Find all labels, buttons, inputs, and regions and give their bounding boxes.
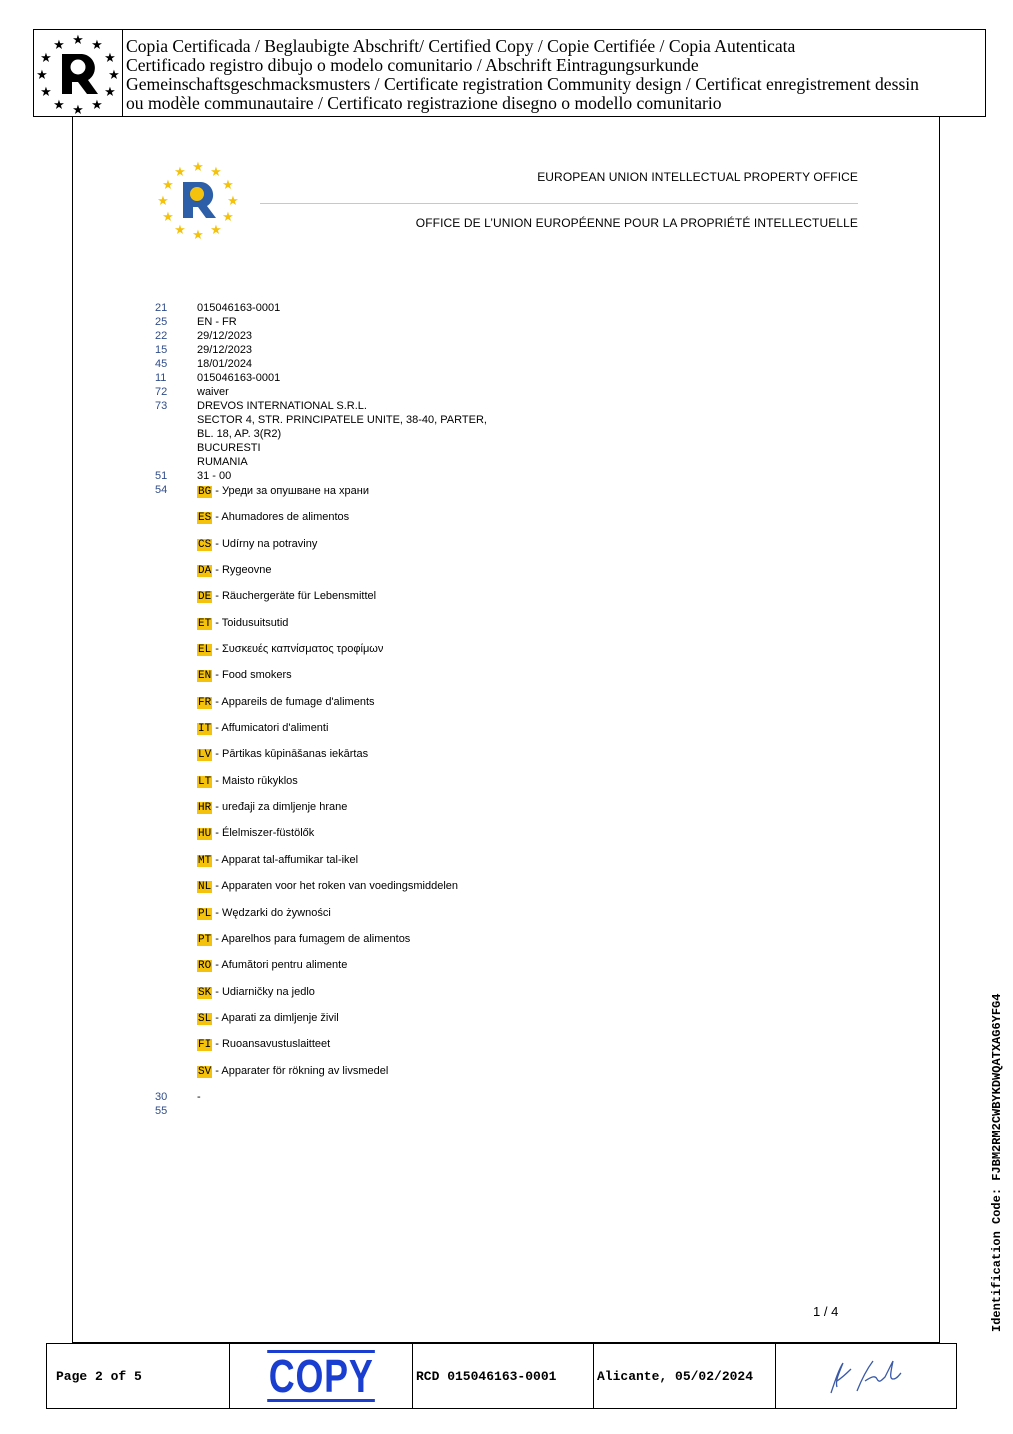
- svg-text:★: ★: [108, 67, 120, 82]
- language-tag: DA: [198, 565, 212, 578]
- svg-text:★: ★: [91, 37, 103, 52]
- svg-text:★: ★: [192, 159, 204, 174]
- inid-code: 51: [155, 470, 168, 482]
- svg-text:★: ★: [210, 222, 222, 237]
- product-indication-text: - uređaji za dimljenje hrane: [212, 801, 348, 814]
- product-indication-fr: [197, 695, 458, 721]
- language-tag: MT: [198, 854, 212, 867]
- product-indication-sl: [197, 1011, 458, 1037]
- product-indication-cs: [197, 537, 458, 563]
- product-indication-ro: [197, 958, 458, 984]
- signature-image: [821, 1351, 911, 1401]
- svg-text:★: ★: [53, 37, 65, 52]
- inid-fields: [155, 301, 487, 497]
- inid-fields-tail: [155, 1090, 201, 1118]
- product-indication-text: - Aparati za dimljenje živil: [212, 1011, 339, 1024]
- copy-stamp: COPY: [268, 1350, 374, 1402]
- svg-text:★: ★: [36, 67, 48, 82]
- product-indication-pt: [197, 932, 458, 958]
- field-value: 015046163-0001: [197, 372, 281, 384]
- inid-code: 21: [155, 302, 168, 314]
- language-tag: FR: [198, 696, 212, 709]
- page-of-pages: Page 2 of 5: [47, 1344, 230, 1408]
- holder-address-line: SECTOR 4, STR. PRINCIPATELE UNITE, 38-40, PARTER,: [197, 414, 487, 426]
- product-indication-text: - Rygeovne: [212, 564, 272, 577]
- field-row: [155, 343, 487, 357]
- language-tag: NL: [198, 881, 212, 894]
- svg-text:★: ★: [40, 84, 52, 99]
- svg-text:★: ★: [227, 193, 239, 208]
- field-row-holder: [155, 399, 487, 469]
- product-indication-text: - Apparaten voor het roken van voedingsmiddelen: [212, 880, 459, 893]
- product-indication-text: - Afumători pentru alimente: [212, 959, 348, 972]
- holder-address-line: BUCURESTI: [197, 442, 261, 454]
- svg-text:★: ★: [174, 222, 186, 237]
- field-value: EN - FR: [197, 316, 237, 328]
- svg-text:★: ★: [53, 97, 65, 112]
- inid-code: 55: [155, 1105, 168, 1117]
- language-tag: HR: [198, 802, 212, 815]
- svg-text:★: ★: [192, 227, 204, 242]
- product-indication-it: [197, 721, 458, 747]
- product-indication-el: [197, 642, 458, 668]
- office-name-en: EUROPEAN UNION INTELLECTUAL PROPERTY OFFICE: [537, 170, 858, 184]
- identification-code: Identification Code: FJBM2RM2CWBYKDWQATXAG6YFG4: [990, 993, 1004, 1332]
- inid-code: 45: [155, 358, 168, 370]
- svg-text:★: ★: [72, 102, 84, 116]
- product-indication-text: - Pārtikas kūpināšanas iekārtas: [212, 748, 369, 761]
- product-indication-es: [197, 510, 458, 536]
- signature-cell: [776, 1344, 956, 1408]
- language-tag: LV: [198, 749, 212, 762]
- product-indication-text: - Toidusuitsutid: [212, 616, 289, 629]
- svg-text:★: ★: [174, 164, 186, 179]
- product-indication-sv: [197, 1064, 458, 1090]
- product-indication-et: [197, 616, 458, 642]
- product-indication-text: - Ahumadores de alimentos: [212, 511, 350, 524]
- product-indication-list: [197, 484, 458, 1090]
- svg-text:★: ★: [40, 50, 52, 65]
- language-tag: EL: [198, 644, 212, 657]
- product-indication-text: - Συσκευές καπνίσματος τροφίμων: [212, 643, 384, 656]
- product-indication-text: - Udiarničky na jedlo: [212, 985, 315, 998]
- holder-address-line: BL. 18, AP. 3(R2): [197, 428, 282, 440]
- inid-code: 11: [155, 372, 167, 384]
- inid-code: 22: [155, 330, 168, 342]
- field-row: [155, 357, 487, 371]
- product-indication-text: - Food smokers: [212, 669, 292, 682]
- product-indication-sk: [197, 985, 458, 1011]
- field-value: 015046163-0001: [197, 302, 281, 314]
- rcd-number: RCD 015046163-0001: [413, 1344, 594, 1408]
- product-indication-text: - Apparat tal-affumikar tal-ikel: [212, 853, 359, 866]
- language-tag: PL: [198, 907, 212, 920]
- field-value: 18/01/2024: [197, 358, 253, 370]
- product-indication-hr: [197, 800, 458, 826]
- language-tag: HU: [198, 828, 212, 841]
- product-indication-text: - Maisto rūkyklos: [212, 774, 298, 787]
- inid-code: 73: [155, 400, 168, 412]
- language-tag: CS: [198, 538, 212, 551]
- document-page: [72, 117, 940, 1343]
- header-line: Certificado registro dibujo o modelo comunitario / Abschrift Eintragungsurkunde: [126, 55, 699, 75]
- language-tag: PT: [198, 933, 212, 946]
- field-row: [155, 301, 487, 315]
- product-indication-text: - Appareils de fumage d'aliments: [212, 695, 375, 708]
- product-indication-en: [197, 668, 458, 694]
- product-indication-lv: [197, 747, 458, 773]
- field-row: [155, 371, 487, 385]
- certified-copy-title: [123, 30, 919, 116]
- copy-stamp-cell: [230, 1344, 413, 1408]
- holder-address-line: RUMANIA: [197, 456, 248, 468]
- holder-name: DREVOS INTERNATIONAL S.R.L.: [197, 400, 367, 412]
- svg-text:★: ★: [222, 177, 234, 192]
- svg-text:★: ★: [162, 209, 174, 224]
- certified-copy-header: [33, 29, 986, 117]
- product-indication-fi: [197, 1037, 458, 1063]
- product-indication-text: - Ruoansavustuslaitteet: [212, 1038, 331, 1051]
- language-tag: FI: [198, 1039, 212, 1052]
- language-tag: DE: [198, 591, 212, 604]
- field-row: [155, 329, 487, 343]
- divider: [260, 203, 858, 204]
- product-indication-text: - Élelmiszer-füstölők: [212, 827, 315, 840]
- language-tag: SV: [198, 1065, 212, 1078]
- product-indication-text: - Udírny na potraviny: [212, 537, 318, 550]
- place-date: Alicante, 05/02/2024: [594, 1344, 776, 1408]
- svg-text:★: ★: [72, 32, 84, 47]
- field-row: [155, 469, 487, 483]
- product-indication-pl: [197, 906, 458, 932]
- language-tag: EN: [198, 670, 212, 683]
- inid-code: 72: [155, 386, 168, 398]
- product-indication-text: - Affumicatori d'alimenti: [212, 722, 329, 735]
- product-indication-mt: [197, 853, 458, 879]
- field-row: [155, 1090, 201, 1104]
- svg-text:★: ★: [157, 193, 169, 208]
- inid-code: 30: [155, 1091, 168, 1103]
- header-line: ou modèle communautaire / Certificato registrazione disegno o modello comunitario: [126, 93, 722, 113]
- page-counter: 1 / 4: [813, 1304, 839, 1319]
- language-tag: SK: [198, 986, 212, 999]
- product-indication-text: - Aparelhos para fumagem de alimentos: [212, 932, 411, 945]
- field-row: [155, 385, 487, 399]
- product-indication-de: [197, 589, 458, 615]
- svg-text:★: ★: [104, 50, 116, 65]
- svg-text:★: ★: [91, 97, 103, 112]
- language-tag: ET: [198, 617, 212, 630]
- product-indication-hu: [197, 826, 458, 852]
- field-row: [155, 1104, 201, 1118]
- language-tag: IT: [198, 723, 212, 736]
- inid-code: 25: [155, 316, 168, 328]
- header-line: Gemeinschaftsgeschmacksmusters / Certificate registration Community design / Certificat enregistrement dessin: [126, 74, 919, 94]
- svg-text:★: ★: [104, 84, 116, 99]
- svg-text:★: ★: [222, 209, 234, 224]
- language-tag: RO: [198, 960, 212, 973]
- product-indication-text: - Wędzarki do żywności: [212, 906, 331, 919]
- product-indication-da: [197, 563, 458, 589]
- header-line: Copia Certificada / Beglaubigte Abschrift/ Certified Copy / Copie Certifiée / Copia Autenticata: [126, 36, 796, 56]
- product-indication-lt: [197, 774, 458, 800]
- product-indication-bg: [197, 484, 458, 510]
- euipo-bw-logo: [34, 30, 123, 116]
- language-tag: SL: [198, 1012, 212, 1025]
- field-value: -: [197, 1091, 201, 1103]
- inid-code: 15: [155, 344, 168, 356]
- language-tag: BG: [198, 486, 212, 498]
- product-indication-nl: [197, 879, 458, 905]
- field-value: 29/12/2023: [197, 330, 253, 342]
- field-value: 31 - 00: [197, 470, 232, 482]
- product-indication-text: - Räuchergeräte für Lebensmittel: [212, 590, 377, 603]
- certification-footer: [46, 1343, 957, 1409]
- office-name-fr: OFFICE DE L’UNION EUROPÉENNE POUR LA PROPRIÉTÉ INTELLECTUELLE: [415, 216, 858, 230]
- field-value: waiver: [197, 386, 229, 398]
- product-indication-text: - Apparater för rökning av livsmedel: [212, 1064, 389, 1077]
- language-tag: LT: [198, 775, 212, 788]
- field-row: [155, 315, 487, 329]
- svg-text:★: ★: [162, 177, 174, 192]
- product-indication-text: - Уреди за опушване на храни: [212, 485, 369, 497]
- euipo-logo: [156, 158, 240, 242]
- language-tag: ES: [198, 512, 212, 525]
- field-value: 29/12/2023: [197, 344, 253, 356]
- inid-code: 54: [155, 484, 168, 496]
- svg-text:★: ★: [210, 164, 222, 179]
